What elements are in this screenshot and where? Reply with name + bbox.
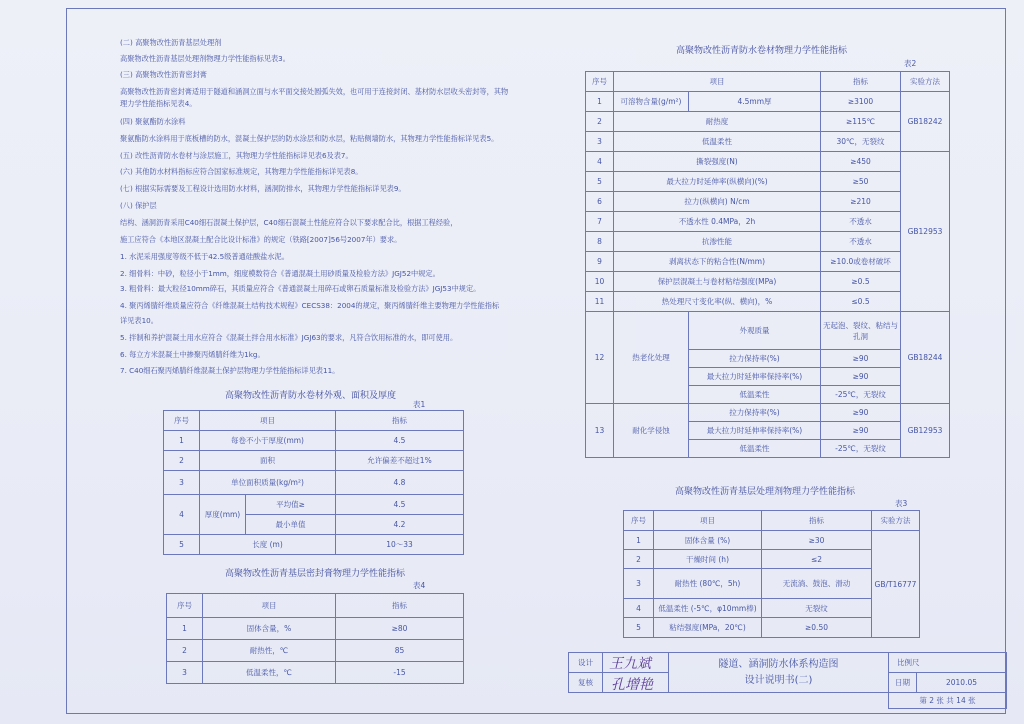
table-cell: 干燥时间 (h) <box>654 550 762 569</box>
table4-tag: 表4 <box>413 581 426 590</box>
review-signature: 孔增艳 <box>611 677 653 693</box>
table-cell: 无流淌、鼓泡、滑动 <box>762 569 872 599</box>
table2-tag: 表2 <box>904 59 917 68</box>
note-line: 1. 水泥采用强度等级不低于42.5级普通硅酸盐水泥。 <box>120 252 289 261</box>
note-line: 6. 每立方米混凝土中掺聚丙烯腈纤维为1kg。 <box>120 350 265 359</box>
drawing-title-cell <box>669 653 889 693</box>
table-cell: 4 <box>624 599 654 618</box>
table3 <box>623 510 920 638</box>
table-cell: 10～33 <box>336 535 464 555</box>
table-cell: 4.5 <box>336 431 464 451</box>
note-line: 7. C40细石聚丙烯腈纤维混凝土保护层物理力学性能指标详见表11。 <box>120 366 340 375</box>
table3-header-item: 项目 <box>654 511 762 531</box>
table-cell: 4.5mm厚 <box>689 92 821 112</box>
table-cell: 长度 (m) <box>200 535 336 555</box>
table1-header-item: 项目 <box>200 411 336 431</box>
table-cell: 无起泡、裂纹、粘结与孔洞 <box>821 312 901 350</box>
note-line: 理力学性能指标见表4。 <box>120 99 197 108</box>
table-cell: 3 <box>586 132 614 152</box>
table-cell: 3 <box>624 569 654 599</box>
table-cell: ≥3100 <box>821 92 901 112</box>
table2-title: 高聚物改性沥青防水卷材物理力学性能指标 <box>676 46 848 56</box>
note-line: 聚氨酯防水涂料用于底板槽的防水，混凝土保护层的防水涂层和防水层，粘贴侧墙防水，其物理力学性能指标详见表5。 <box>120 134 499 143</box>
table-cell: 剥离状态下的粘合性(N/mm) <box>614 252 821 272</box>
table-cell: 4.2 <box>336 515 464 535</box>
note-line: 3. 粗骨料：最大粒径10mm碎石，其质量应符合《普通混凝土用碎石或卵石质量标准及检验方法》JGJ53中规定。 <box>120 284 481 293</box>
table-cell: 拉力(纵横向) N/cm <box>614 192 821 212</box>
date-label: 日期 <box>889 673 917 693</box>
table-cell: 不透水 <box>821 232 901 252</box>
table-cell: ≥10.0或卷材破坏 <box>821 252 901 272</box>
table-cell: 热老化处理 <box>614 312 689 404</box>
note-line: 高聚物改性沥青密封膏适用于隧道和涵洞立面与水平面交接处圆弧失效，也可用于连接封闭、基材防水层收头密封等，其物 <box>120 87 509 96</box>
table-cell: GB/T16777 <box>872 531 920 638</box>
table3-header-no: 序号 <box>624 511 654 531</box>
note-line: (七) 根据实际需要及工程设计选用防水材料，涵洞防排水，其物理力学性能指标详见表9。 <box>120 184 406 193</box>
table-cell: 可溶物含量(g/m²) <box>614 92 689 112</box>
table-cell: 4 <box>586 152 614 172</box>
table-cell: 4.5 <box>336 495 464 515</box>
table-cell: -15 <box>336 662 464 684</box>
table-cell: GB18242 <box>901 92 950 152</box>
table-cell: 粘结强度(MPa，20℃) <box>654 618 762 638</box>
note-line: (五) 改性沥青防水卷材与涂层施工，其物理力学性能指标详见表6及表7。 <box>120 151 353 160</box>
table4 <box>166 593 464 684</box>
table-cell: 固体含量 (%) <box>654 531 762 550</box>
table-cell: 最大拉力时延伸率保持率(%) <box>689 368 821 386</box>
table-cell: -25℃，无裂纹 <box>821 440 901 458</box>
table-cell: ≥50 <box>821 172 901 192</box>
table-cell: 耐热性 (80℃，5h) <box>654 569 762 599</box>
table1-tag: 表1 <box>413 400 426 409</box>
table-cell: GB12953 <box>901 152 950 312</box>
table-cell: 固体含量，% <box>203 618 336 640</box>
table-cell: GB18244 <box>901 312 950 404</box>
table-cell: GB12953 <box>901 404 950 458</box>
table-cell: 低温柔性，℃ <box>203 662 336 684</box>
table2 <box>585 71 950 458</box>
note-line: (八) 保护层 <box>120 201 157 210</box>
table-cell: ≥90 <box>821 368 901 386</box>
review-label: 复核 <box>569 673 603 693</box>
table-cell: ≥450 <box>821 152 901 172</box>
table-cell: 1 <box>624 531 654 550</box>
table-cell: 5 <box>164 535 200 555</box>
note-line: (六) 其他防水材料指标应符合国家标准规定，其物理力学性能指标详见表8。 <box>120 167 363 176</box>
table-cell: 平均值≥ <box>246 495 336 515</box>
table4-header-no: 序号 <box>167 594 203 618</box>
table-cell: 单位面积质量(kg/m²) <box>200 471 336 495</box>
table-cell: 不透水性 0.4MPa，2h <box>614 212 821 232</box>
table-cell: 保护层混凝土与卷材粘结强度(MPa) <box>614 272 821 292</box>
table-cell: 耐热度 <box>614 112 821 132</box>
table-cell: 撕裂强度(N) <box>614 152 821 172</box>
review-signature-cell <box>603 673 669 693</box>
title-block <box>568 652 1007 709</box>
table-cell: 2 <box>167 640 203 662</box>
note-line: 施工应符合《本地区混凝土配合比设计标准》的规定（铁路[2007]56号2007年）要求。 <box>120 235 402 244</box>
table1-title: 高聚物改性沥青防水卷材外观、面积及厚度 <box>225 391 397 401</box>
table-cell: ≥30 <box>762 531 872 550</box>
table-cell: 2 <box>586 112 614 132</box>
table-cell: 7 <box>586 212 614 232</box>
table-cell: 5 <box>586 172 614 192</box>
table-cell: 30℃，无裂纹 <box>821 132 901 152</box>
table-cell: 低温柔性 <box>689 440 821 458</box>
table-cell: 1 <box>586 92 614 112</box>
drawing-subtitle: 设计说明书(二) <box>744 674 813 686</box>
table1-header-value: 指标 <box>336 411 464 431</box>
table-cell: ≥90 <box>821 350 901 368</box>
table-cell: 最小单值 <box>246 515 336 535</box>
table-cell: ≥115℃ <box>821 112 901 132</box>
table-cell: ≥210 <box>821 192 901 212</box>
design-label: 设计 <box>569 653 603 673</box>
table-cell: 低温柔性 <box>614 132 821 152</box>
table-cell: 12 <box>586 312 614 404</box>
table-cell: 9 <box>586 252 614 272</box>
table2-header-item: 项目 <box>614 72 821 92</box>
table-cell: 不透水 <box>821 212 901 232</box>
note-line: (二) 高聚物改性沥青基层处理剂 <box>120 38 222 47</box>
table-cell: 允许偏差不超过1% <box>336 451 464 471</box>
table-cell: 耐热性，℃ <box>203 640 336 662</box>
note-line: 高聚物改性沥青基层处理剂物理力学性能指标见表3。 <box>120 54 290 63</box>
table-cell: ≥0.5 <box>821 272 901 292</box>
table-cell: 2 <box>624 550 654 569</box>
table2-header-no: 序号 <box>586 72 614 92</box>
table-cell: 3 <box>164 471 200 495</box>
note-line: 2. 细骨料：中砂，粒径小于1mm，细度模数符合《普通混凝土用砂质量及检验方法》JGJ52中规定。 <box>120 269 440 278</box>
date-value: 2010.05 <box>917 673 1007 693</box>
table-cell: 85 <box>336 640 464 662</box>
scale-label: 比例尺 <box>889 653 1007 673</box>
table-cell: 外观质量 <box>689 312 821 350</box>
table-cell: 低温柔性 (-5℃，φ10mm棒) <box>654 599 762 618</box>
design-signature-cell <box>603 653 669 673</box>
sheet-number: 第 2 张 共 14 张 <box>889 693 1007 709</box>
table-cell: 5 <box>624 618 654 638</box>
note-line: 4. 聚丙烯腈纤维质量应符合《纤维混凝土结构技术规程》CECS38：2004的规定，聚丙烯腈纤维主要物理力学性能指标 <box>120 301 500 310</box>
table-cell: ≥90 <box>821 404 901 422</box>
table-cell: 耐化学侵蚀 <box>614 404 689 458</box>
table-cell: 每卷不小于厚度(mm) <box>200 431 336 451</box>
table-cell: 4 <box>164 495 200 535</box>
table-cell: ≥0.50 <box>762 618 872 638</box>
table1-header-no: 序号 <box>164 411 200 431</box>
table-cell: 3 <box>167 662 203 684</box>
table-cell: 4.8 <box>336 471 464 495</box>
table-cell: 无裂纹 <box>762 599 872 618</box>
drawing-title: 隧道、涵洞防水体系构造图 <box>718 658 839 670</box>
note-line: (四) 聚氨酯防水涂料 <box>120 117 186 126</box>
table3-header-method: 实验方法 <box>872 511 920 531</box>
table-cell: ≥80 <box>336 618 464 640</box>
note-line: 5. 拌制和养护混凝土用水应符合《混凝土拌合用水标准》JGJ63的要求，凡符合饮用标准的水，即可使用。 <box>120 333 458 342</box>
table-cell: ≤0.5 <box>821 292 901 312</box>
table-cell: 厚度(mm) <box>200 495 246 535</box>
table-cell: 1 <box>164 431 200 451</box>
table4-title: 高聚物改性沥青基层密封膏物理力学性能指标 <box>225 569 406 579</box>
table-cell: 8 <box>586 232 614 252</box>
note-line: 结构、涵洞沥青采用C40细石混凝土保护层，C40细石混凝土性能应符合以下要求配合比，根据工程经验， <box>120 218 458 227</box>
table-cell: 面积 <box>200 451 336 471</box>
table-cell: 1 <box>167 618 203 640</box>
table3-tag: 表3 <box>895 499 908 508</box>
table-cell: 拉力保持率(%) <box>689 350 821 368</box>
table-cell: 低温柔性 <box>689 386 821 404</box>
table4-header-value: 指标 <box>336 594 464 618</box>
table-cell: 2 <box>164 451 200 471</box>
table-cell: 热处理尺寸变化率(纵、横向)，% <box>614 292 821 312</box>
design-signature: 王九斌 <box>609 656 651 672</box>
table4-header-item: 项目 <box>203 594 336 618</box>
table-cell: 最大拉力时延伸率(纵横向)(%) <box>614 172 821 192</box>
note-line: (三) 高聚物改性沥青密封膏 <box>120 70 207 79</box>
table-cell: 拉力保持率(%) <box>689 404 821 422</box>
table3-header-value: 指标 <box>762 511 872 531</box>
table2-header-value: 指标 <box>821 72 901 92</box>
table-cell: 11 <box>586 292 614 312</box>
table-cell: 10 <box>586 272 614 292</box>
table1 <box>163 410 464 555</box>
note-line: 详见表10。 <box>120 316 158 325</box>
table-cell: 6 <box>586 192 614 212</box>
table2-header-method: 实验方法 <box>901 72 950 92</box>
table-cell: 最大拉力时延伸率保持率(%) <box>689 422 821 440</box>
table-cell: ≤2 <box>762 550 872 569</box>
table3-title: 高聚物改性沥青基层处理剂物理力学性能指标 <box>675 487 856 497</box>
table-cell: ≥90 <box>821 422 901 440</box>
table-cell: 抗渗性能 <box>614 232 821 252</box>
title-block-spacer <box>569 693 889 709</box>
table-cell: 13 <box>586 404 614 458</box>
table-cell: -25℃，无裂纹 <box>821 386 901 404</box>
